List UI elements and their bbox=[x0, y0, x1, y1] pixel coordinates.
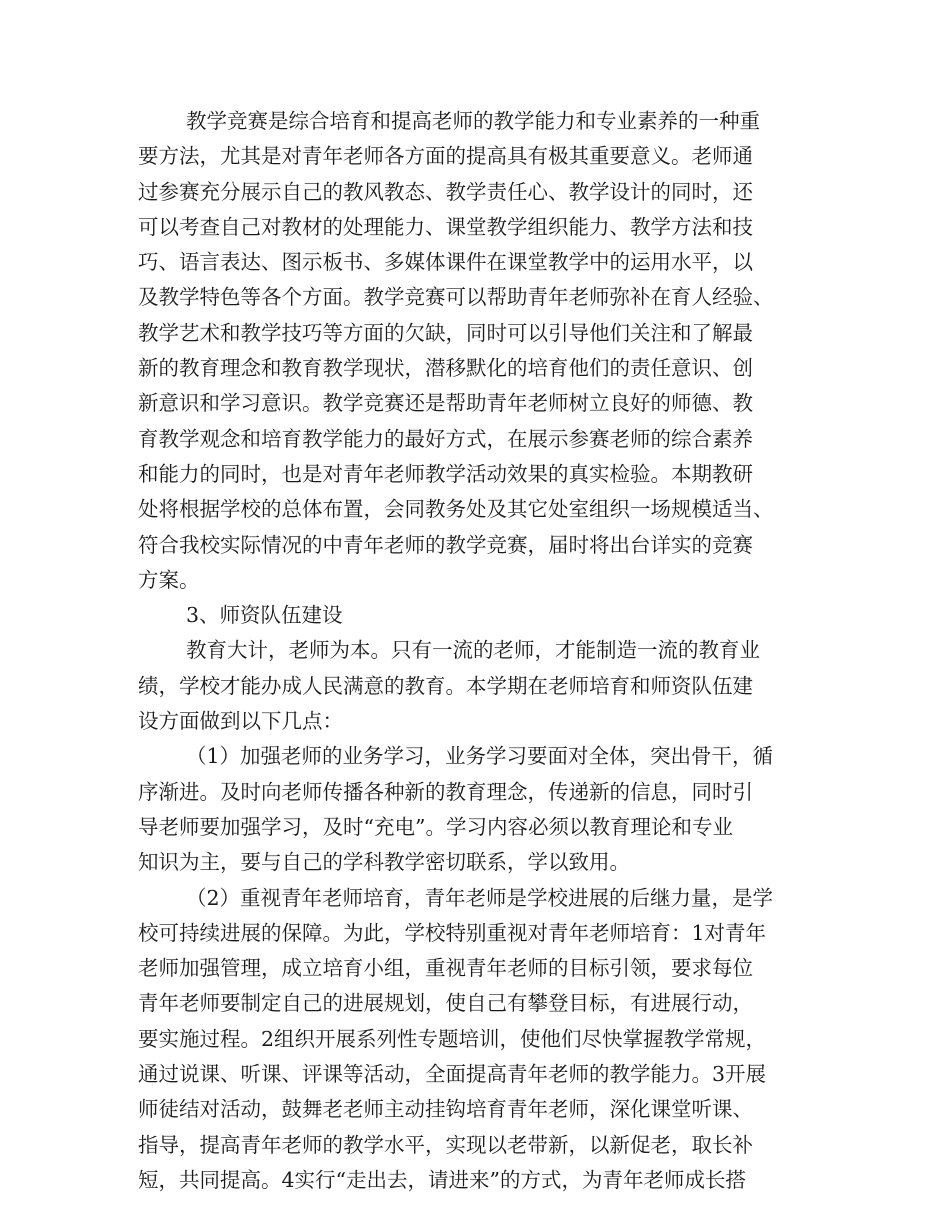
paragraph-line: 过参赛充分展示自己的教风教态、教学责任心、教学设计的同时，还 bbox=[138, 179, 753, 204]
paragraph-line: 序渐进。及时向老师传播各种新的教育理念，传递新的信息，同时引 bbox=[138, 779, 753, 804]
paragraph-line: 指导，提高青年老师的教学水平，实现以老带新，以新促老，取长补 bbox=[138, 1132, 753, 1157]
paragraph-line: 教学竞赛是综合培育和提高老师的教学能力和专业素养的一种重 bbox=[186, 109, 760, 133]
document-body bbox=[138, 104, 818, 1198]
paragraph-line: 通过说课、听课、评课等活动，全面提高青年老师的教学能力。3开展 bbox=[138, 1062, 767, 1087]
paragraph-line: 短，共同提高。4实行“走出去，请进来”的方式，为青年老师成长搭 bbox=[138, 1167, 747, 1192]
list-item-line: （1）加强老师的业务学习，业务学习要面对全体，突出骨干，循 bbox=[186, 744, 774, 769]
paragraph-line: 校可持续进展的保障。为此，学校特别重视对青年老师培育：1对青年 bbox=[138, 920, 767, 945]
paragraph-line: 方案。 bbox=[138, 567, 200, 592]
paragraph-line: 要方法，尤其是对青年老师各方面的提高具有极其重要意义。老师通 bbox=[138, 144, 753, 169]
paragraph-line: 和能力的同时，也是对青年老师教学活动效果的真实检验。本期教研 bbox=[138, 461, 753, 486]
paragraph-line: 设方面做到以下几点： bbox=[138, 709, 343, 734]
paragraph-line: 要实施过程。2组织开展系列性专题培训，使他们尽快掌握教学常规， bbox=[138, 1026, 767, 1051]
paragraph-line: 新意识和学习意识。教学竞赛还是帮助青年老师树立良好的师德、教 bbox=[138, 391, 753, 416]
paragraph-line: 处将根据学校的总体布置，会同教务处及其它处室组织一场规模适当、 bbox=[138, 497, 774, 522]
paragraph-line: 老师加强管理，成立培育小组，重视青年老师的目标引领，要求每位 bbox=[138, 956, 753, 981]
paragraph-line: 师徒结对活动，鼓舞老老师主动挂钩培育青年老师，深化课堂听课、 bbox=[138, 1097, 753, 1122]
paragraph-line: 青年老师要制定自己的进展规划，使自己有攀登目标，有进展行动， bbox=[138, 991, 753, 1016]
paragraph-line: 导老师要加强学习，及时“充电”。学习内容必须以教育理论和专业 bbox=[138, 814, 733, 839]
paragraph-line: 绩，学校才能办成人民满意的教育。本学期在老师培育和师资队伍建 bbox=[138, 673, 753, 698]
section-heading: 3、师资队伍建设 bbox=[186, 603, 343, 628]
paragraph-line: 新的教育理念和教育教学现状，潜移默化的培育他们的责任意识、创 bbox=[138, 356, 753, 381]
list-item-line: （2）重视青年老师培育，青年老师是学校进展的后继力量，是学 bbox=[186, 885, 774, 910]
paragraph-line: 符合我校实际情况的中青年老师的教学竞赛，届时将出台详实的竞赛 bbox=[138, 532, 753, 557]
paragraph-line: 教育大计，老师为本。只有一流的老师，才能制造一流的教育业 bbox=[186, 638, 760, 663]
paragraph-line: 可以考查自己对教材的处理能力、课堂教学组织能力、教学方法和技 bbox=[138, 214, 753, 239]
paragraph-line: 知识为主，要与自己的学科教学密切联系，学以致用。 bbox=[138, 850, 630, 875]
paragraph-line: 巧、语言表达、图示板书、多媒体课件在课堂教学中的运用水平，以 bbox=[138, 250, 753, 275]
paragraph-line: 教学艺术和教学技巧等方面的欠缺，同时可以引导他们关注和了解最 bbox=[138, 320, 753, 345]
paragraph-line: 育教学观念和培育教学能力的最好方式，在展示参赛老师的综合素养 bbox=[138, 426, 753, 451]
paragraph-line: 及教学特色等各个方面。教学竞赛可以帮助青年老师弥补在育人经验、 bbox=[138, 285, 774, 310]
